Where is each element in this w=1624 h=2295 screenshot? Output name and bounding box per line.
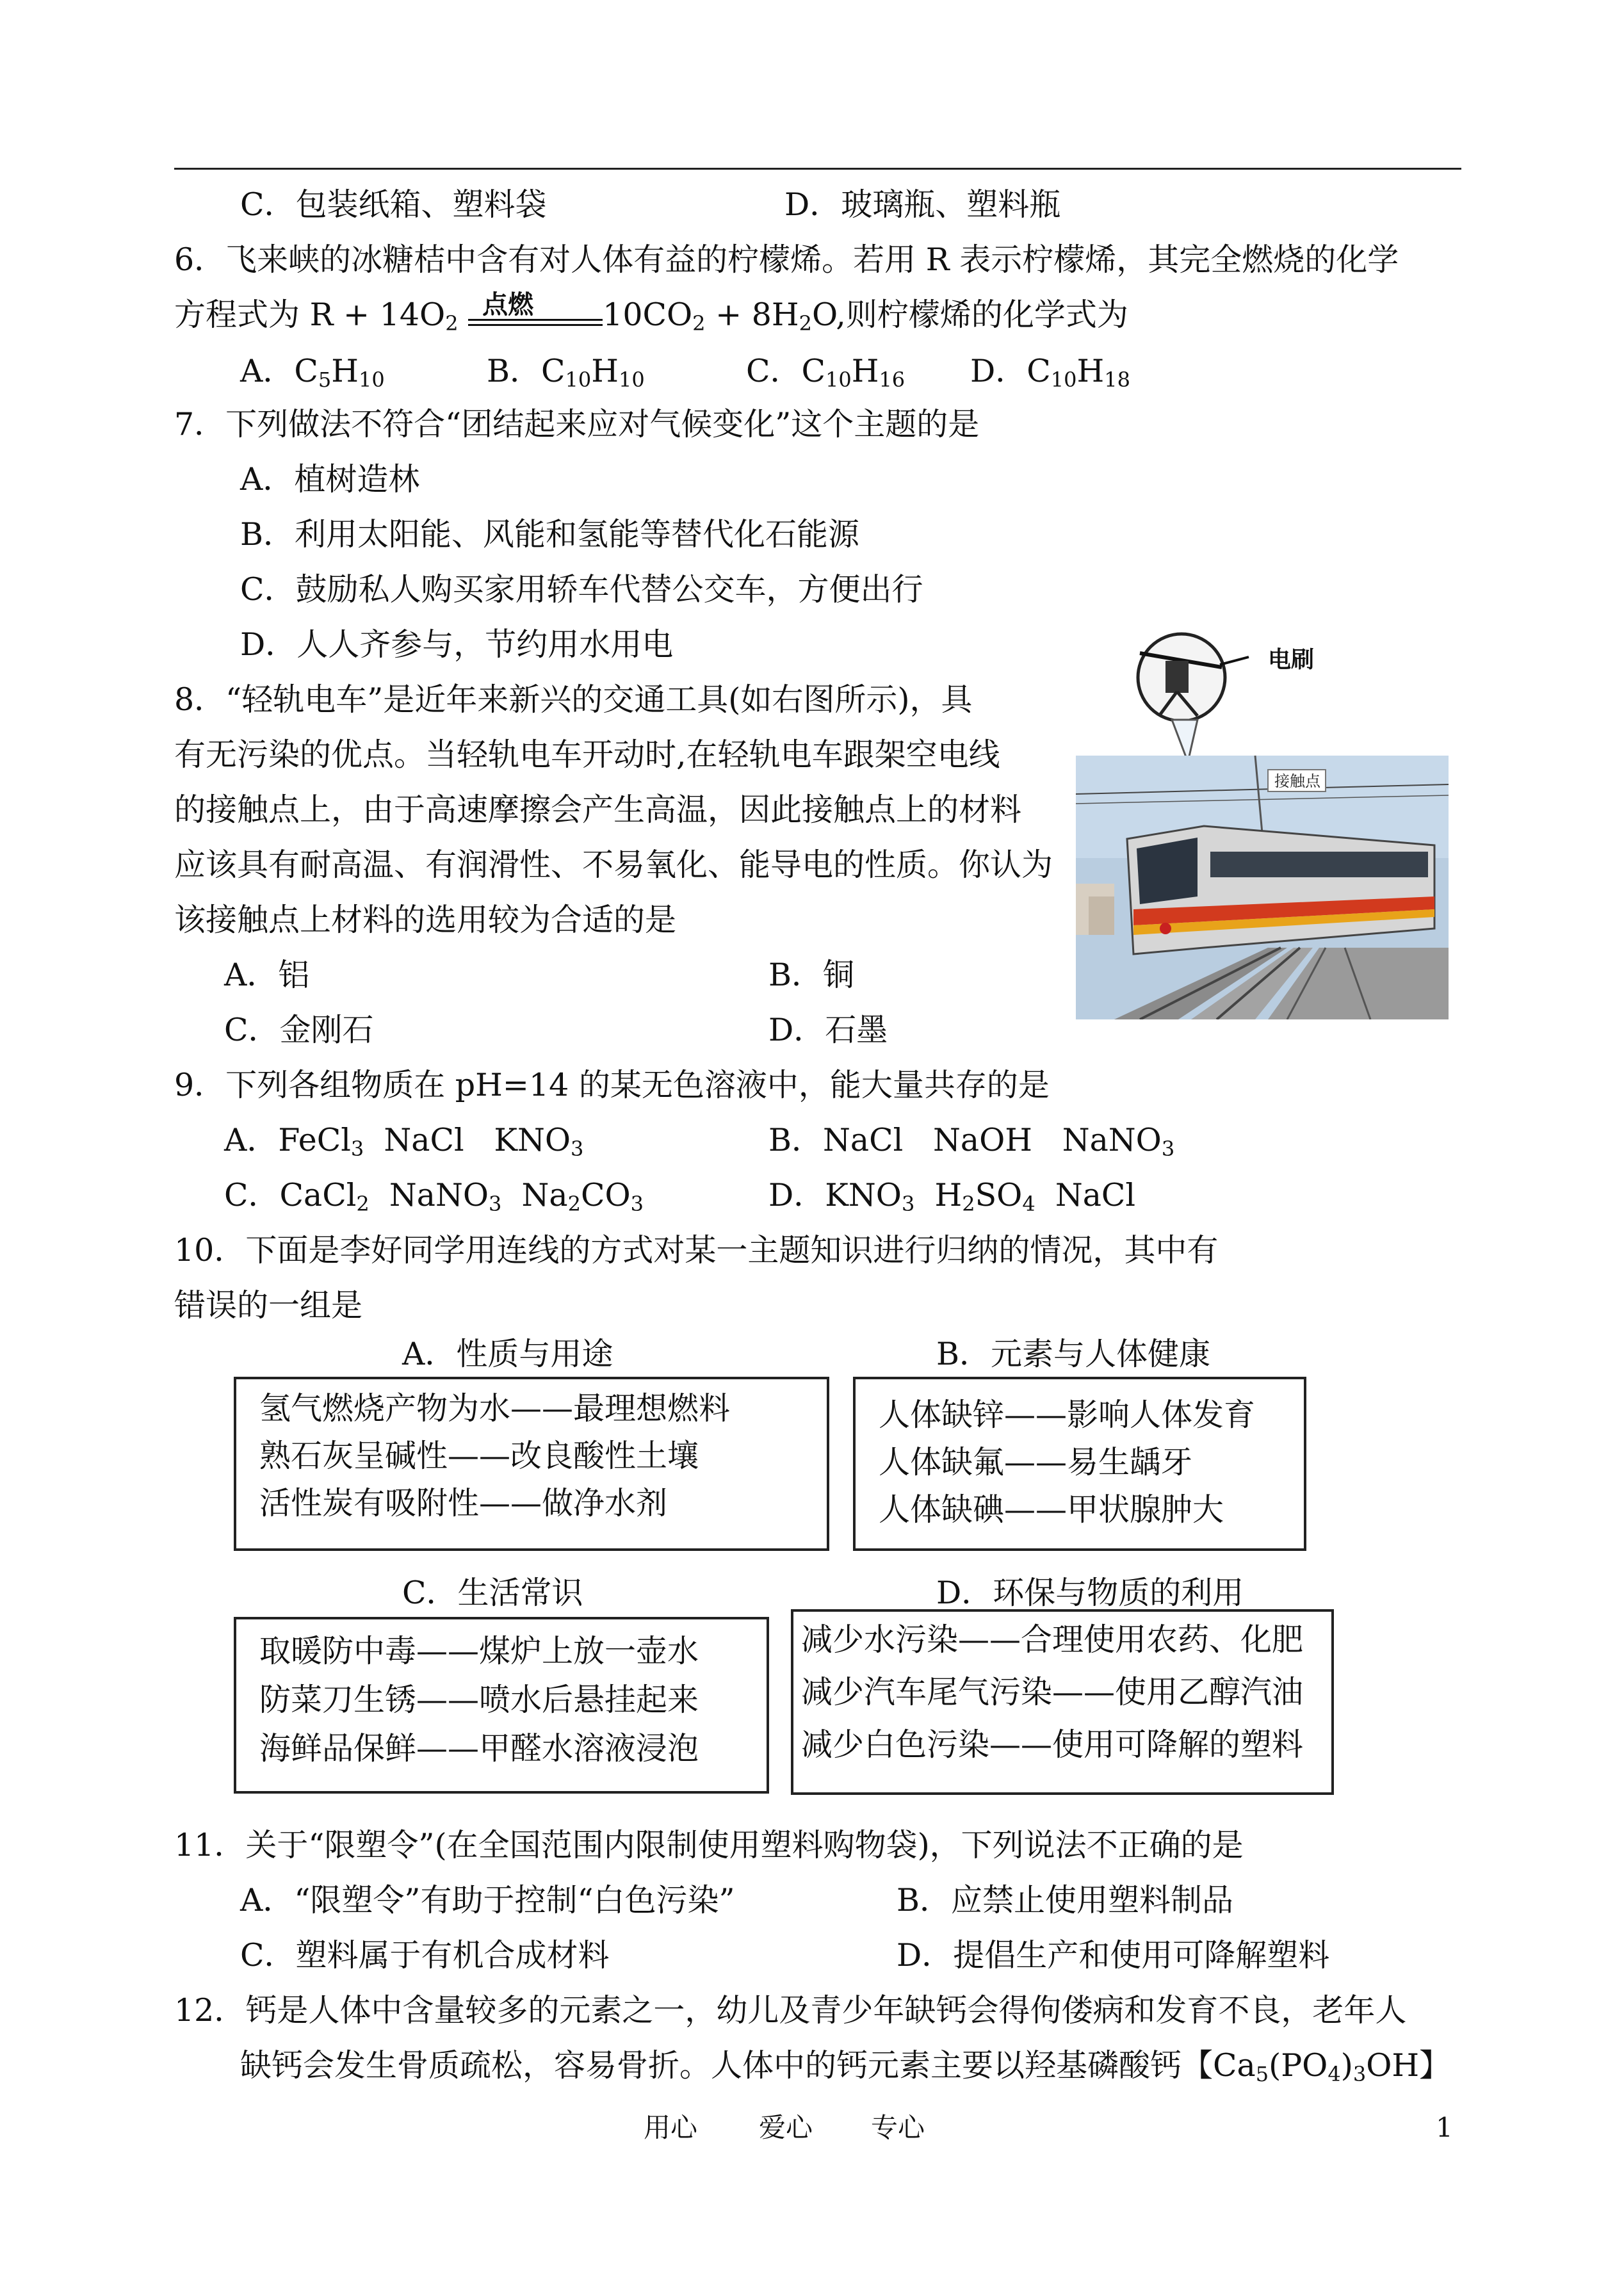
q8-line-2: 有无污染的优点。当轻轨电车开动时,在轻轨电车跟架空电线 [174, 736, 1000, 773]
box-d-title: D．环保与物质的利用 [936, 1575, 1244, 1611]
q6-option-b: B．$C_{10}H_{10}$ [487, 353, 645, 392]
q7-option-d: D．人人齐参与，节约用水用电 [240, 626, 674, 663]
q7-option-c: C．鼓励私人购买家用轿车代替公交车，方便出行 [240, 571, 923, 608]
q9-option-c: C．CaCl$_2$ NaNO$_3$ $Na_2CO_3$ [224, 1177, 644, 1216]
q6-option-c: C．$C_{10}H_{16}$ [746, 353, 905, 392]
q9-stem: 9．下列各组物质在 pH=14 的某无色溶液中，能大量共存的是 [174, 1067, 1050, 1103]
q11-option-d: D．提倡生产和使用可降解塑料 [897, 1937, 1330, 1974]
q10-line-2: 错误的一组是 [174, 1287, 363, 1324]
box-a-line-2: 熟石灰呈碱性——改良酸性土壤 [259, 1438, 699, 1474]
q12-line-1: 12．钙是人体中含量较多的元素之一，幼儿及青少年缺钙会得佝偻病和发育不良，老年人 [174, 1992, 1407, 2029]
q6-equation: 方程式为 $R + 14O_2$ 点燃 $10CO_2 + 8H_2O$,则柠檬烯的化学式为 [174, 296, 1128, 334]
box-c-line-3: 海鲜品保鲜——甲醛水溶液浸泡 [259, 1730, 699, 1767]
box-c-line-2: 防菜刀生锈——喷水后悬挂起来 [259, 1682, 699, 1718]
box-c-line-1: 取暖防中毒——煤炉上放一壶水 [259, 1633, 699, 1669]
q6-option-d: D．$C_{10}H_{18}$ [970, 353, 1130, 392]
footer-left: 用心 [644, 2112, 698, 2143]
q8-option-c: C．金刚石 [224, 1012, 374, 1048]
box-a-line-1: 氢气燃烧产物为水——最理想燃料 [259, 1390, 731, 1427]
q9-option-a: A．FeCl$_3$ NaCl $KNO_3$ [224, 1122, 584, 1161]
q8-option-d: D．石墨 [768, 1012, 888, 1048]
box-d-line-2: 减少汽车尾气污染——使用乙醇汽油 [801, 1674, 1304, 1710]
q6-stem: 6．飞来峡的冰糖桔中含有对人体有益的柠檬烯。若用 R 表示柠檬烯，其完全燃烧的化学 [174, 241, 1399, 278]
box-b-line-2: 人体缺氟——易生龋牙 [879, 1444, 1193, 1480]
box-b-line-1: 人体缺锌——影响人体发育 [879, 1397, 1256, 1433]
box-d-line-3: 减少白色污染——使用可降解的塑料 [801, 1726, 1304, 1763]
box-d-line-1: 减少水污染——合理使用农药、化肥 [801, 1621, 1304, 1658]
q11-option-a: A．“限塑令”有助于控制“白色污染” [240, 1882, 735, 1918]
box-c-title: C．生活常识 [402, 1575, 583, 1611]
q6-option-a: A．$C_5H_{10}$ [240, 353, 385, 392]
q11-option-c: C．塑料属于有机合成材料 [240, 1937, 610, 1974]
q9-option-b: B．NaCl NaOH NaNO$_3$ [768, 1122, 1175, 1161]
brush-inset [1138, 634, 1249, 762]
light-rail-train-figure [1076, 628, 1449, 1019]
footer-right: 专心 [871, 2112, 925, 2143]
header-rule [174, 168, 1461, 170]
q5-option-d: D．玻璃瓶、塑料瓶 [784, 186, 1061, 223]
q8-option-b: B．铜 [768, 957, 855, 993]
q5-option-c: C．包装纸箱、塑料袋 [240, 186, 547, 223]
reaction-arrow [468, 290, 603, 334]
q7-option-b: B．利用太阳能、风能和氢能等替代化石能源 [240, 516, 860, 553]
q8-line-5: 该接触点上材料的选用较为合适的是 [174, 902, 677, 938]
page-number: 1 [1436, 2112, 1453, 2143]
box-a-title: A．性质与用途 [402, 1336, 613, 1372]
box-d-environment-materials [791, 1609, 1334, 1795]
contact-point-label: 接触点 [1274, 772, 1320, 790]
q7-option-a: A．植树造林 [240, 461, 420, 498]
q11-stem: 11．关于“限塑令”(在全国范围内限制使用塑料购物袋)，下列说法不正确的是 [174, 1827, 1244, 1863]
box-a-properties-uses [234, 1377, 829, 1551]
q8-line-3: 的接触点上，由于高速摩擦会产生高温，因此接触点上的材料 [174, 791, 1022, 828]
box-b-elements-health [853, 1377, 1306, 1551]
q8-line-1: 8．“轻轨电车”是近年来新兴的交通工具(如右图所示)，具 [174, 681, 973, 718]
q9-option-d: D．$KNO_3$ $H_2SO_4$ NaCl [768, 1177, 1136, 1216]
reaction-condition: 点燃 [482, 290, 534, 320]
box-b-line-3: 人体缺碘——甲状腺肿大 [879, 1491, 1224, 1528]
q12-line-2: 缺钙会发生骨质疏松，容易骨折。人体中的钙元素主要以羟基磷酸钙【$Ca_5(PO_4)_3OH$】 [240, 2047, 1451, 2086]
q11-option-b: B．应禁止使用塑料制品 [897, 1882, 1234, 1918]
box-a-line-3: 活性炭有吸附性——做净水剂 [259, 1485, 668, 1521]
box-c-life-knowledge [234, 1617, 769, 1794]
box-b-title: B．元素与人体健康 [936, 1336, 1211, 1372]
q7-stem: 7．下列做法不符合“团结起来应对气候变化”这个主题的是 [174, 406, 980, 442]
q10-line-1: 10．下面是李好同学用连线的方式对某一主题知识进行归纳的情况，其中有 [174, 1232, 1219, 1269]
brush-label: 电刷 [1268, 647, 1315, 673]
q8-line-4: 应该具有耐高温、有润滑性、不易氧化、能导电的性质。你认为 [174, 847, 1053, 883]
q8-option-a: A．铝 [224, 957, 310, 993]
footer-mid: 爱心 [759, 2112, 813, 2143]
